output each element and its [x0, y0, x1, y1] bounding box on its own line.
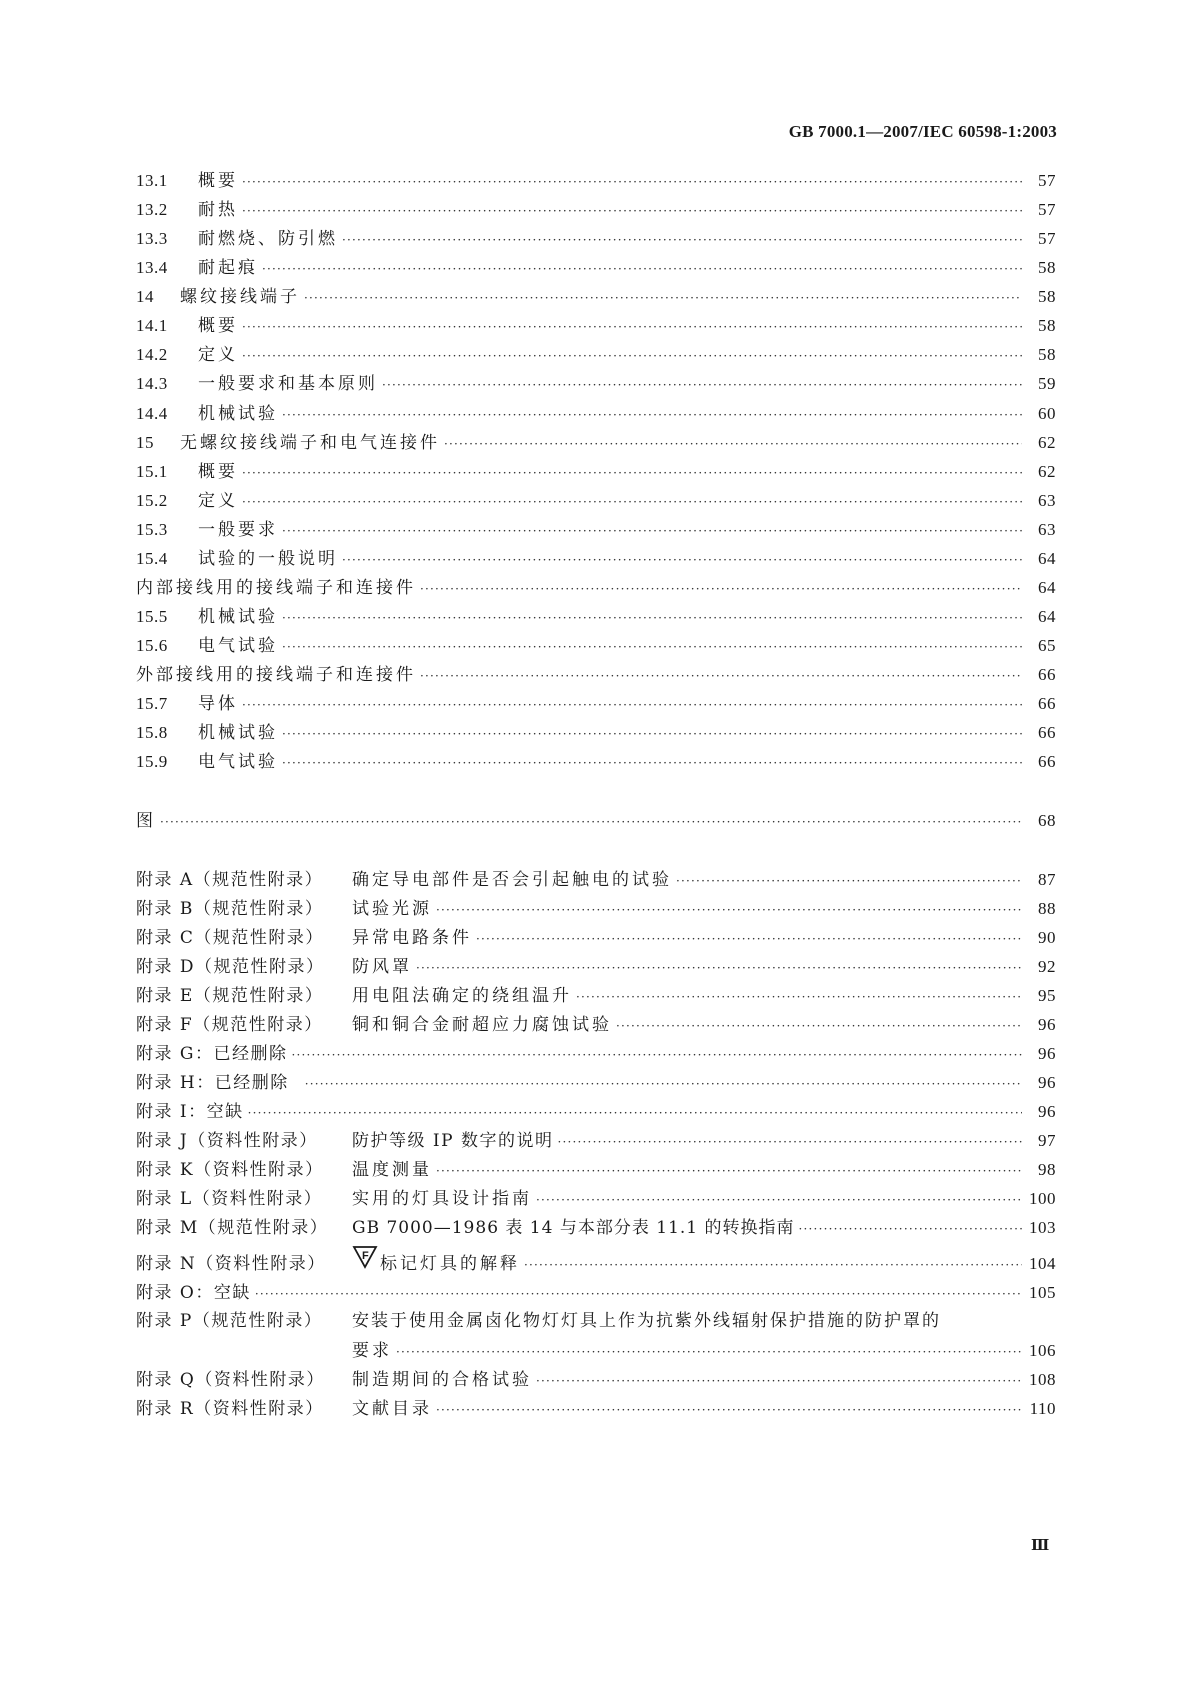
annex-label: 附录 Q（资料性附录）	[136, 1370, 325, 1390]
toc-entry-15-2[interactable]	[136, 485, 1056, 516]
leader-dots	[160, 807, 1022, 838]
toc-entry-annex-c[interactable]	[136, 922, 1056, 953]
toc-page: 57	[1038, 229, 1056, 248]
toc-title: 外部接线用的接线端子和连接件	[136, 665, 416, 685]
toc-entry-15-8[interactable]	[136, 717, 1056, 748]
toc-page: 62	[1038, 462, 1056, 481]
toc-page: 59	[1038, 374, 1056, 393]
toc-page: 92	[1038, 957, 1056, 976]
toc-title: 螺纹接线端子	[180, 287, 300, 307]
annex-label: 附录 G：已经删除	[136, 1044, 288, 1064]
toc-entry-annex-l[interactable]	[136, 1183, 1056, 1214]
toc-page: 104	[1029, 1254, 1056, 1273]
annex-label: 附录 E（规范性附录）	[136, 986, 324, 1006]
toc-entry-annex-b[interactable]	[136, 893, 1056, 924]
toc-page: 63	[1038, 491, 1056, 510]
toc-number: 15.6	[136, 636, 168, 655]
toc-title: 概要	[198, 316, 238, 336]
toc-entry-14-4[interactable]	[136, 398, 1056, 429]
toc-entry-internal-terminals[interactable]	[136, 572, 1056, 603]
annex-label: 附录 R（资料性附录）	[136, 1399, 324, 1419]
toc-entry-annex-r[interactable]	[136, 1393, 1056, 1424]
f-mark-triangle-icon	[352, 1245, 378, 1269]
toc-title: 无螺纹接线端子和电气连接件	[180, 433, 440, 453]
toc-title: 安装于使用金属卤化物灯灯具上作为抗紫外线辐射保护措施的防护罩的	[352, 1311, 941, 1331]
toc-title: 耐起痕	[198, 258, 258, 278]
annex-label: 附录 B（规范性附录）	[136, 899, 324, 919]
toc-entry-external-terminals[interactable]	[136, 659, 1056, 690]
toc-number: 15.5	[136, 607, 168, 626]
toc-page: 90	[1038, 928, 1056, 947]
toc-page: 66	[1038, 694, 1056, 713]
toc-title: 电气试验	[198, 636, 278, 656]
toc-page: 68	[1038, 811, 1056, 830]
toc-entry-14-2[interactable]	[136, 339, 1056, 370]
toc-number: 15	[136, 433, 154, 452]
toc-number: 13.1	[136, 171, 168, 190]
toc-number: 14.3	[136, 374, 168, 393]
toc-title: 导体	[198, 694, 238, 714]
toc-entry-annex-q[interactable]	[136, 1364, 1056, 1395]
toc-entry-annex-n[interactable]	[136, 1245, 1056, 1276]
toc-entry-15-1[interactable]	[136, 456, 1056, 487]
svg-text:F: F	[362, 1250, 369, 1262]
leader-dots	[436, 1395, 1022, 1426]
annex-label: 附录 K（资料性附录）	[136, 1160, 324, 1180]
annex-label: 附录 A（规范性附录）	[136, 870, 324, 890]
toc-entry-15[interactable]	[136, 427, 1056, 458]
toc-title: 定义	[198, 345, 238, 365]
toc-entry-annex-h[interactable]	[136, 1067, 1056, 1098]
toc-page: 97	[1038, 1131, 1056, 1150]
toc-number: 15.4	[136, 549, 168, 568]
toc-title: 机械试验	[198, 607, 278, 627]
toc-number: 14.2	[136, 345, 168, 364]
toc-title: 概要	[198, 462, 238, 482]
toc-title: 图	[136, 811, 156, 831]
toc-title: 制造期间的合格试验	[352, 1370, 532, 1390]
toc-number: 13.4	[136, 258, 168, 277]
annex-label: 附录 F（规范性附录）	[136, 1015, 323, 1035]
toc-page: 103	[1029, 1218, 1056, 1237]
toc-entry-14-1[interactable]	[136, 310, 1056, 341]
toc-page: 105	[1029, 1283, 1056, 1302]
toc-entry-14[interactable]	[136, 281, 1056, 312]
toc-page: 64	[1038, 549, 1056, 568]
toc-number: 15.2	[136, 491, 168, 510]
toc-page: 64	[1038, 578, 1056, 597]
toc-page: 98	[1038, 1160, 1056, 1179]
toc-title: 防护等级 IP 数字的说明	[352, 1131, 554, 1151]
annex-label: 附录 J（资料性附录）	[136, 1131, 318, 1151]
toc-entry-13-1[interactable]	[136, 165, 1056, 196]
standard-code: GB 7000.1—2007/IEC 60598-1:2003	[788, 122, 1057, 141]
toc-entry-15-6[interactable]	[136, 630, 1056, 661]
toc-number: 15.1	[136, 462, 168, 481]
toc-page: 96	[1038, 1044, 1056, 1063]
annex-label: 附录 D（规范性附录）	[136, 957, 325, 977]
annex-label: 附录 I：空缺	[136, 1102, 244, 1122]
toc-entry-annex-i[interactable]	[136, 1096, 1056, 1127]
annex-label: 附录 P（规范性附录）	[136, 1311, 323, 1331]
toc-page: 96	[1038, 1073, 1056, 1092]
toc-page: 95	[1038, 986, 1056, 1005]
toc-page: 63	[1038, 520, 1056, 539]
toc-entry-15-4[interactable]	[136, 543, 1056, 574]
toc-page: 108	[1029, 1370, 1056, 1389]
toc-entry-annex-j[interactable]	[136, 1125, 1056, 1156]
toc-entry-15-7[interactable]	[136, 688, 1056, 719]
toc-entry-annex-o[interactable]	[136, 1277, 1056, 1308]
toc-title: 标记灯具的解释	[380, 1254, 520, 1274]
toc-number: 13.3	[136, 229, 168, 248]
toc-entry-annex-k[interactable]	[136, 1154, 1056, 1185]
toc-entry-annex-g[interactable]	[136, 1038, 1056, 1069]
toc-entry-annex-p[interactable]	[136, 1306, 1056, 1337]
toc-page: 66	[1038, 752, 1056, 771]
toc-title: 定义	[198, 491, 238, 511]
toc-title: 防风罩	[352, 957, 412, 977]
annex-label: 附录 H：已经删除	[136, 1073, 289, 1093]
toc-entry-15-9[interactable]	[136, 746, 1056, 777]
toc-title: 机械试验	[198, 404, 278, 424]
annex-label: 附录 L（资料性附录）	[136, 1189, 323, 1209]
toc-title: 内部接线用的接线端子和连接件	[136, 578, 416, 598]
toc-page: 58	[1038, 258, 1056, 277]
toc-number: 14.1	[136, 316, 168, 335]
toc-entry-15-5[interactable]	[136, 601, 1056, 632]
toc-title: 一般要求和基本原则	[198, 374, 378, 394]
toc-page: 106	[1029, 1341, 1056, 1360]
toc-entry-annex-m[interactable]	[136, 1212, 1056, 1243]
toc-title: 概要	[198, 171, 238, 191]
annex-label: 附录 C（规范性附录）	[136, 928, 324, 948]
toc-title: 异常电路条件	[352, 928, 472, 948]
toc-number: 13.2	[136, 200, 168, 219]
toc-page: 110	[1029, 1399, 1056, 1418]
toc-entry-annex-d[interactable]	[136, 951, 1056, 982]
toc-page: 57	[1038, 200, 1056, 219]
toc-page: 66	[1038, 665, 1056, 684]
toc-page: 62	[1038, 433, 1056, 452]
toc-title: 机械试验	[198, 723, 278, 743]
toc-number: 14	[136, 287, 154, 306]
toc-page: 96	[1038, 1015, 1056, 1034]
toc-page: 58	[1038, 287, 1056, 306]
page-number-roman: Ⅲ	[1031, 1538, 1050, 1554]
toc-title: 实用的灯具设计指南	[352, 1189, 532, 1209]
toc-number: 15.7	[136, 694, 168, 713]
toc-entry-13-2[interactable]	[136, 194, 1056, 225]
toc-entry-14-3[interactable]	[136, 368, 1056, 399]
annex-label: 附录 O：空缺	[136, 1283, 251, 1303]
toc-entry-figures[interactable]	[136, 805, 1056, 836]
toc-entry-15-3[interactable]	[136, 514, 1056, 545]
toc-entry-annex-e[interactable]	[136, 980, 1056, 1011]
annex-label: 附录 N（资料性附录）	[136, 1254, 326, 1274]
toc-page: 96	[1038, 1102, 1056, 1121]
toc-page: 58	[1038, 316, 1056, 335]
leader-dots	[382, 370, 1022, 401]
toc-title: 温度测量	[352, 1160, 432, 1180]
toc-title: 试验的一般说明	[198, 549, 338, 569]
toc-title: 铜和铜合金耐超应力腐蚀试验	[352, 1015, 612, 1035]
toc-number: 15.3	[136, 520, 168, 539]
toc-title: 用电阻法确定的绕组温升	[352, 986, 572, 1006]
toc-page: 66	[1038, 723, 1056, 742]
toc-page: 64	[1038, 607, 1056, 626]
toc-entry-annex-p-continued[interactable]	[136, 1335, 1056, 1366]
toc-title: 试验光源	[352, 899, 432, 919]
toc-page: 87	[1038, 870, 1056, 889]
leader-dots	[282, 748, 1022, 779]
toc-entry-13-3[interactable]	[136, 223, 1056, 254]
toc-page: 65	[1038, 636, 1056, 655]
toc-entry-13-4[interactable]	[136, 252, 1056, 283]
toc-title: 确定导电部件是否会引起触电的试验	[352, 870, 672, 890]
toc-title: 要求	[352, 1341, 392, 1361]
toc-title: 电气试验	[198, 752, 278, 772]
toc-page: 88	[1038, 899, 1056, 918]
leader-dots	[799, 1214, 1022, 1245]
toc-title: 一般要求	[198, 520, 278, 540]
toc-page: 100	[1029, 1189, 1056, 1208]
toc-page: 60	[1038, 404, 1056, 423]
toc-number: 15.8	[136, 723, 168, 742]
toc-title: 耐燃烧、防引燃	[198, 229, 338, 249]
annex-label: 附录 M（规范性附录）	[136, 1218, 329, 1238]
toc-title: 耐热	[198, 200, 238, 220]
toc-page: 57	[1038, 171, 1056, 190]
toc-entry-annex-a[interactable]	[136, 864, 1056, 895]
toc-title: GB 7000—1986 表 14 与本部分表 11.1 的转换指南	[352, 1218, 795, 1238]
toc-number: 14.4	[136, 404, 168, 423]
toc-number: 15.9	[136, 752, 168, 771]
toc-entry-annex-f[interactable]	[136, 1009, 1056, 1040]
toc-page: 58	[1038, 345, 1056, 364]
toc-title: 文献目录	[352, 1399, 432, 1419]
